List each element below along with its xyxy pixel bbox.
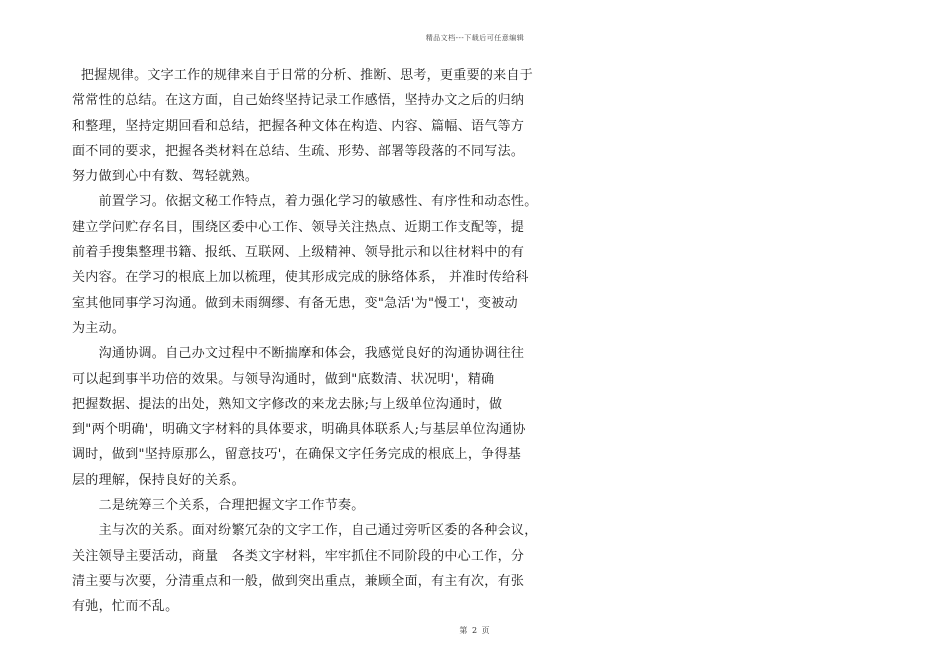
text-line: 为主动。 <box>72 320 126 336</box>
text-line: 前着手搜集整理书籍、报纸、互联网、上级精神、领导批示和以往材料中的有 <box>72 245 525 261</box>
text-line: 二是统筹三个关系，合理把握文字工作节奏。 <box>72 498 365 514</box>
text-line: 把握数据、提法的出处，熟知文字修改的来龙去脉;与上级单位沟通时，做 <box>72 396 503 412</box>
text-line: 层的理解，保持良好的关系。 <box>72 472 245 488</box>
text-line: 到"两个明确'，明确文字材料的具体要求，明确具体联系人;与基层单位沟通协 <box>72 422 526 438</box>
text-line: 有弛，忙而不乱。 <box>72 599 179 615</box>
text-line: 沟通协调。自己办文过程中不断揣摩和体会，我感觉良好的沟通协调往往 <box>72 346 525 362</box>
page-number: 第 2 页 <box>459 626 491 635</box>
text-line: 关注领导主要活动，商量 各类文字材料，牢牢抓住不同阶段的中心工作，分 <box>72 548 525 564</box>
text-line: 调时，做到"坚持原那么，留意技巧'，在确保文字任务完成的根底上，争得基 <box>72 447 522 463</box>
text-line: 常常性的总结。在这方面，自己始终坚持记录工作感悟，坚持办文之后的归纳 <box>72 93 525 109</box>
text-line: 可以起到事半功倍的效果。与领导沟通时，做到"底数清、状况明'，精确 <box>72 371 495 387</box>
text-line: 努力做到心中有数、驾轻就熟。 <box>72 169 259 185</box>
text-line: 室其他同事学习沟通。做到未雨绸缪、有备无患，变"急活'为"慢工'，变被动 <box>72 295 518 311</box>
text-line: 关内容。在学习的根底上加以梳理，使其形成完成的脉络体系， 并准时传给科 <box>72 270 529 286</box>
text-line: 前置学习。依据文秘工作特点，着力强化学习的敏感性、有序性和动态性。 <box>72 194 538 210</box>
page-header: 精品文档---下载后可任意编辑 <box>425 34 525 42</box>
text-line: 和整理，坚持定期回看和总结，把握各种文体在构造、内容、篇幅、语气等方 <box>72 118 525 134</box>
text-line: 面不同的要求，把握各类材料在总结、生疏、形势、部署等段落的不同写法。 <box>72 143 525 159</box>
text-line: 清主要与次要，分清重点和一般，做到突出重点，兼顾全面，有主有次，有张 <box>72 573 525 589</box>
text-line: 把握规律。文字工作的规律来自于日常的分析、推断、思考，更重要的来自于 <box>72 68 534 83</box>
text-line: 主与次的关系。面对纷繁冗杂的文字工作，自己通过旁听区委的各种会议， <box>72 523 538 539</box>
text-line: 建立学问贮存名目，围绕区委中心工作、领导关注热点、近期工作支配等，提 <box>72 219 525 235</box>
document-body <box>72 63 538 620</box>
